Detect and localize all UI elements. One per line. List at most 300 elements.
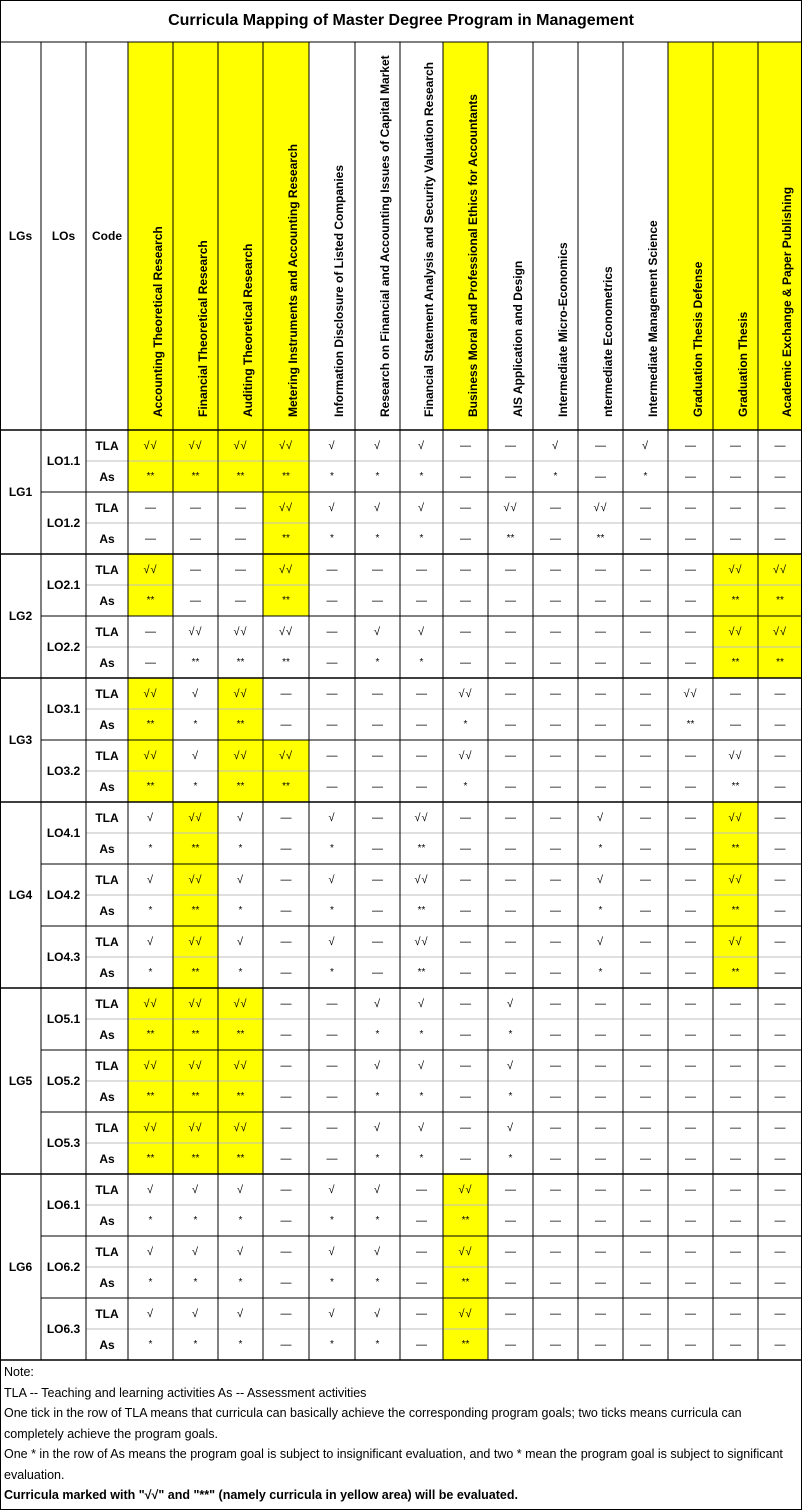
mapping-cell: — — [595, 1183, 606, 1196]
mapping-cell: — — [640, 1338, 651, 1351]
notes-section — [4, 1362, 800, 1506]
course-header-label: Business Moral and Professional Ethics for Accountants — [465, 94, 480, 417]
mapping-cell: — — [595, 1090, 606, 1103]
mapping-cell: — — [595, 1121, 606, 1134]
mapping-cell: — — [505, 1338, 516, 1351]
mapping-cell: — — [416, 1214, 427, 1227]
mapping-cell: — — [730, 1152, 741, 1165]
mapping-cell: — — [595, 1338, 606, 1351]
mapping-cell: ** — [417, 905, 426, 916]
mapping-cell: — — [640, 1152, 651, 1165]
mapping-cell: ** — [713, 833, 758, 864]
mapping-cell: — — [235, 594, 246, 607]
mapping-cell: √ — [417, 501, 426, 514]
mapping-cell: — — [774, 966, 786, 979]
mapping-cell: — — [460, 1028, 471, 1041]
lo-cell: LO5.2 — [46, 1074, 81, 1088]
mapping-cell: — — [505, 439, 516, 452]
course-header-label: Academic Exchange & Paper Publishing — [780, 186, 794, 417]
mapping-cell: — — [774, 1121, 786, 1134]
mapping-cell: — — [550, 749, 561, 762]
lo-cell: LO6.3 — [46, 1322, 81, 1336]
mapping-cell: ** — [218, 1081, 263, 1112]
mapping-cell: — — [685, 1307, 696, 1320]
mapping-cell: — — [505, 687, 516, 700]
mapping-cell: — — [460, 1090, 471, 1103]
lg-cell: LG5 — [8, 1074, 33, 1088]
mapping-cell: — — [326, 1090, 338, 1103]
mapping-cell: * — [330, 1339, 334, 1350]
mapping-cell: — — [235, 563, 246, 576]
mapping-cell: — — [505, 935, 516, 948]
mapping-cell: — — [595, 718, 606, 731]
mapping-cell: — — [505, 594, 516, 607]
mapping-cell: ** — [506, 533, 515, 544]
mapping-cell: — — [640, 687, 651, 700]
mapping-cell: — — [595, 1307, 606, 1320]
mapping-cell: ** — [713, 647, 758, 678]
mapping-cell: — — [280, 1059, 292, 1072]
course-header-label: Graduation Thesis — [735, 311, 750, 417]
mapping-cell: — — [640, 718, 651, 731]
course-header — [578, 42, 623, 430]
mapping-cell: * — [330, 905, 334, 916]
course-header-label: Graduation Thesis Defense — [690, 261, 705, 417]
mapping-cell: √√ — [173, 864, 218, 895]
code-cell: As — [99, 655, 115, 670]
mapping-cell: — — [416, 1307, 427, 1320]
mapping-cell: — — [505, 1276, 516, 1289]
mapping-cell: — — [326, 749, 338, 762]
mapping-cell: — — [326, 656, 338, 669]
mapping-cell: — — [640, 873, 651, 886]
note-ticks: One tick in the row of TLA means that curricula can basically achieve the corresponding program goals; two ticks means curricula can completely achieve the program goals. — [4, 1406, 742, 1441]
mapping-cell: — — [280, 1090, 292, 1103]
lo-cell: LO6.1 — [46, 1198, 81, 1212]
mapping-cell: ** — [417, 967, 426, 978]
course-header — [218, 42, 263, 430]
mapping-cell: * — [238, 1215, 243, 1226]
mapping-cell: ** — [731, 781, 740, 792]
mapping-cell: — — [640, 1276, 651, 1289]
mapping-cell: * — [330, 1277, 334, 1288]
mapping-cell: √ — [328, 501, 336, 514]
mapping-cell: — — [550, 811, 561, 824]
mapping-cell: √√ — [128, 430, 173, 461]
mapping-cell: — — [595, 1276, 606, 1289]
mapping-cell: √ — [328, 1307, 336, 1320]
mapping-cell: — — [595, 687, 606, 700]
mapping-cell: √ — [191, 749, 200, 762]
mapping-cell: — — [774, 1338, 786, 1351]
mapping-cell: — — [595, 470, 606, 483]
mapping-cell: — — [505, 873, 516, 886]
mapping-cell: * — [598, 967, 603, 978]
mapping-cell: — — [460, 935, 471, 948]
code-cell: TLA — [95, 996, 119, 1011]
mapping-cell: — — [550, 625, 561, 638]
mapping-cell: — — [460, 656, 471, 669]
mapping-cell: √√ — [218, 1050, 263, 1081]
mapping-cell: * — [375, 1215, 380, 1226]
mapping-cell: — — [595, 563, 606, 576]
mapping-cell: √√ — [218, 430, 263, 461]
mapping-cell: — — [640, 1090, 651, 1103]
mapping-cell: — — [550, 1152, 561, 1165]
mapping-cell: — — [774, 501, 786, 514]
mapping-cell: — — [280, 1338, 292, 1351]
mapping-cell: √ — [191, 1245, 200, 1258]
mapping-cell: √ — [506, 1059, 515, 1072]
code-cell: TLA — [95, 1058, 119, 1073]
code-cell: As — [99, 1089, 115, 1104]
mapping-cell: — — [685, 1090, 696, 1103]
mapping-cell: — — [640, 904, 651, 917]
mapping-cell: — — [774, 439, 786, 452]
mapping-cell: — — [774, 749, 786, 762]
mapping-cell: — — [550, 656, 561, 669]
mapping-cell: — — [145, 532, 156, 545]
mapping-cell: * — [238, 843, 243, 854]
mapping-cell: — — [774, 1090, 786, 1103]
mapping-cell: √√ — [218, 740, 263, 771]
mapping-cell: — — [145, 501, 156, 514]
mapping-cell: √ — [417, 997, 426, 1010]
mapping-cell: — — [460, 904, 471, 917]
mapping-cell: * — [375, 657, 380, 668]
header-lgs: LGs — [8, 229, 33, 243]
mapping-cell: — — [730, 1307, 741, 1320]
mapping-cell: √√ — [233, 625, 248, 638]
mapping-cell: — — [640, 966, 651, 979]
mapping-cell: ** — [128, 1143, 173, 1174]
mapping-cell: √√ — [128, 740, 173, 771]
mapping-cell: — — [416, 563, 427, 576]
mapping-cell: * — [375, 533, 380, 544]
mapping-cell: √√ — [758, 554, 802, 585]
course-header — [488, 42, 533, 430]
mapping-cell: — — [505, 656, 516, 669]
mapping-cell: — — [730, 1338, 741, 1351]
mapping-cell: — — [730, 439, 741, 452]
mapping-cell: — — [326, 687, 338, 700]
mapping-cell: — — [372, 687, 383, 700]
mapping-cell: — — [640, 532, 651, 545]
mapping-cell: — — [145, 656, 156, 669]
code-cell: TLA — [95, 1306, 119, 1321]
mapping-cell: √ — [417, 1059, 426, 1072]
mapping-cell: — — [326, 718, 338, 731]
mapping-cell: — — [685, 532, 696, 545]
mapping-cell: √√ — [443, 1236, 488, 1267]
mapping-cell: √√ — [713, 554, 758, 585]
lo-cell: LO4.1 — [46, 826, 81, 840]
mapping-cell: ** — [713, 957, 758, 988]
mapping-cell: — — [685, 1121, 696, 1134]
mapping-cell: * — [508, 1029, 513, 1040]
mapping-cell: — — [550, 1059, 561, 1072]
mapping-cell: — — [640, 656, 651, 669]
mapping-cell: — — [685, 1276, 696, 1289]
mapping-cell: * — [375, 1339, 380, 1350]
mapping-cell: — — [372, 842, 383, 855]
mapping-cell: * — [643, 471, 648, 482]
mapping-cell: ** — [282, 657, 290, 668]
mapping-cell: — — [505, 563, 516, 576]
mapping-cell: — — [372, 780, 383, 793]
mapping-cell: — — [640, 501, 651, 514]
mapping-cell: — — [685, 1214, 696, 1227]
mapping-cell: — — [550, 1121, 561, 1134]
mapping-cell: — — [460, 811, 471, 824]
mapping-cell: — — [685, 656, 696, 669]
mapping-cell: — — [685, 1152, 696, 1165]
mapping-cell: — — [372, 811, 383, 824]
mapping-cell: √√ — [128, 1112, 173, 1143]
mapping-cell: — — [505, 470, 516, 483]
mapping-cell: — — [550, 718, 561, 731]
mapping-cell: √√ — [173, 1050, 218, 1081]
mapping-cell: — — [685, 935, 696, 948]
mapping-cell: — — [372, 873, 383, 886]
mapping-cell: — — [416, 687, 427, 700]
mapping-cell: √ — [417, 625, 426, 638]
mapping-cell: — — [326, 563, 338, 576]
mapping-cell: — — [640, 780, 651, 793]
mapping-cell: * — [148, 1215, 153, 1226]
mapping-cell: — — [550, 1307, 561, 1320]
mapping-cell: — — [460, 563, 471, 576]
mapping-cell: √√ — [414, 811, 429, 824]
mapping-cell: — — [460, 842, 471, 855]
mapping-cell: — — [550, 1028, 561, 1041]
mapping-cell: — — [774, 1059, 786, 1072]
mapping-cell: √√ — [128, 988, 173, 1019]
mapping-cell: ** — [173, 1081, 218, 1112]
mapping-cell: ** — [218, 709, 263, 740]
mapping-cell: — — [505, 780, 516, 793]
mapping-cell: — — [685, 780, 696, 793]
code-cell: TLA — [95, 624, 119, 639]
mapping-cell: ** — [263, 523, 309, 554]
mapping-cell: — — [730, 1059, 741, 1072]
mapping-cell: — — [685, 1338, 696, 1351]
mapping-cell: — — [730, 1214, 741, 1227]
mapping-cell: — — [774, 1276, 786, 1289]
mapping-cell: √√ — [173, 430, 218, 461]
mapping-cell: √√ — [458, 687, 473, 700]
mapping-cell: — — [235, 501, 246, 514]
mapping-cell: √√ — [713, 616, 758, 647]
code-cell: As — [99, 965, 115, 980]
mapping-cell: — — [685, 470, 696, 483]
mapping-cell: — — [550, 966, 561, 979]
mapping-cell: — — [685, 966, 696, 979]
mapping-cell: — — [372, 594, 383, 607]
mapping-cell: — — [280, 687, 292, 700]
code-cell: As — [99, 841, 115, 856]
course-header-label: Metering Instruments and Accounting Research — [286, 144, 300, 417]
mapping-cell: — — [550, 780, 561, 793]
mapping-cell: — — [595, 439, 606, 452]
mapping-cell: * — [238, 967, 243, 978]
mapping-cell: — — [460, 625, 471, 638]
code-cell: As — [99, 1151, 115, 1166]
mapping-cell: — — [280, 966, 292, 979]
mapping-cell: * — [463, 719, 468, 730]
mapping-cell: — — [550, 1245, 561, 1258]
mapping-cell: √ — [373, 1121, 382, 1134]
mapping-cell: ** — [128, 1081, 173, 1112]
mapping-cell: — — [416, 1338, 427, 1351]
mapping-cell: ** — [263, 585, 309, 616]
mapping-cell: — — [460, 501, 471, 514]
mapping-cell: — — [685, 1028, 696, 1041]
mapping-cell: * — [375, 1153, 380, 1164]
course-header-label: Financial Statement Analysis and Security Valuation Research — [421, 61, 436, 417]
mapping-cell: — — [595, 749, 606, 762]
mapping-cell: * — [375, 1029, 380, 1040]
mapping-cell: — — [460, 966, 471, 979]
course-header — [128, 42, 173, 430]
code-cell: TLA — [95, 1120, 119, 1135]
mapping-cell: √ — [328, 439, 336, 452]
mapping-cell: * — [148, 1339, 153, 1350]
lg-cell: LG6 — [8, 1260, 33, 1274]
mapping-cell: — — [550, 1090, 561, 1103]
mapping-cell: — — [372, 904, 383, 917]
mapping-cell: √√ — [218, 988, 263, 1019]
lo-cell: LO2.1 — [46, 578, 81, 592]
mapping-cell: — — [640, 1214, 651, 1227]
course-header — [173, 42, 218, 430]
mapping-cell: — — [416, 1183, 427, 1196]
mapping-cell: ** — [173, 957, 218, 988]
mapping-cell: — — [640, 1183, 651, 1196]
mapping-cell: — — [280, 842, 292, 855]
mapping-cell: √ — [191, 1183, 200, 1196]
mapping-cell: — — [550, 1214, 561, 1227]
mapping-cell: — — [640, 625, 651, 638]
mapping-cell: * — [238, 1339, 243, 1350]
mapping-cell: — — [774, 811, 786, 824]
code-cell: TLA — [95, 934, 119, 949]
mapping-cell: √ — [373, 1059, 382, 1072]
mapping-cell: — — [550, 532, 561, 545]
mapping-cell: — — [460, 1121, 471, 1134]
mapping-cell: — — [416, 1276, 427, 1289]
mapping-cell: — — [550, 904, 561, 917]
mapping-cell: √ — [373, 1307, 382, 1320]
mapping-cell: ** — [128, 461, 173, 492]
mapping-cell: — — [685, 1245, 696, 1258]
mapping-cell: √ — [641, 439, 650, 452]
code-cell: As — [99, 593, 115, 608]
mapping-cell: — — [550, 997, 561, 1010]
mapping-cell: * — [508, 1153, 513, 1164]
mapping-cell: — — [550, 935, 561, 948]
lg-cell: LG4 — [8, 888, 33, 902]
mapping-cell: √ — [146, 1307, 155, 1320]
mapping-cell: — — [774, 904, 786, 917]
mapping-cell: √√ — [443, 1174, 488, 1205]
mapping-cell: ** — [173, 1143, 218, 1174]
mapping-cell: * — [193, 1277, 198, 1288]
mapping-cell: — — [372, 563, 383, 576]
mapping-cell: — — [550, 501, 561, 514]
mapping-cell: — — [460, 873, 471, 886]
mapping-cell: — — [774, 1152, 786, 1165]
mapping-cell: √√ — [173, 802, 218, 833]
mapping-cell: √ — [146, 935, 155, 948]
mapping-cell: — — [640, 1121, 651, 1134]
mapping-cell: — — [595, 625, 606, 638]
mapping-cell: √ — [373, 439, 382, 452]
mapping-cell: — — [280, 1276, 292, 1289]
mapping-cell: — — [550, 594, 561, 607]
course-header — [623, 42, 668, 430]
course-header — [355, 42, 400, 430]
mapping-cell: — — [460, 532, 471, 545]
mapping-cell: — — [280, 1307, 292, 1320]
mapping-cell: — — [685, 625, 696, 638]
mapping-cell: — — [774, 687, 786, 700]
mapping-cell: √√ — [263, 554, 309, 585]
mapping-cell: √ — [328, 811, 336, 824]
mapping-cell: — — [595, 594, 606, 607]
mapping-cell: — — [595, 1214, 606, 1227]
code-cell: TLA — [95, 562, 119, 577]
mapping-cell: — — [640, 563, 651, 576]
course-header — [533, 42, 578, 430]
mapping-cell: √ — [236, 1307, 245, 1320]
mapping-cell: √√ — [278, 625, 294, 638]
mapping-cell: — — [774, 532, 786, 545]
mapping-cell: √ — [328, 873, 336, 886]
mapping-cell: — — [730, 1245, 741, 1258]
mapping-cell: — — [595, 1152, 606, 1165]
mapping-cell: √ — [146, 1183, 155, 1196]
lo-cell: LO4.3 — [46, 950, 81, 964]
mapping-cell: — — [372, 718, 383, 731]
course-header — [400, 42, 443, 430]
mapping-cell: √ — [373, 997, 382, 1010]
mapping-cell: — — [372, 749, 383, 762]
mapping-cell: ** — [128, 771, 173, 802]
mapping-cell: — — [730, 1183, 741, 1196]
mapping-cell: — — [685, 873, 696, 886]
mapping-cell: * — [463, 781, 468, 792]
mapping-cell: * — [193, 1339, 198, 1350]
mapping-cell: * — [330, 471, 334, 482]
code-cell: TLA — [95, 1182, 119, 1197]
mapping-cell: — — [685, 1059, 696, 1072]
mapping-cell: * — [330, 1215, 334, 1226]
mapping-cell: * — [375, 471, 380, 482]
mapping-cell: √ — [417, 439, 426, 452]
mapping-cell: — — [730, 470, 741, 483]
mapping-cell: ** — [128, 709, 173, 740]
mapping-cell: — — [550, 1338, 561, 1351]
mapping-cell: — — [640, 1307, 651, 1320]
mapping-cell: √ — [236, 811, 245, 824]
mapping-cell: — — [280, 718, 292, 731]
mapping-cell: — — [280, 1121, 292, 1134]
mapping-cell: * — [148, 905, 153, 916]
mapping-cell: — — [685, 997, 696, 1010]
mapping-cell: — — [505, 811, 516, 824]
course-header — [443, 42, 488, 430]
